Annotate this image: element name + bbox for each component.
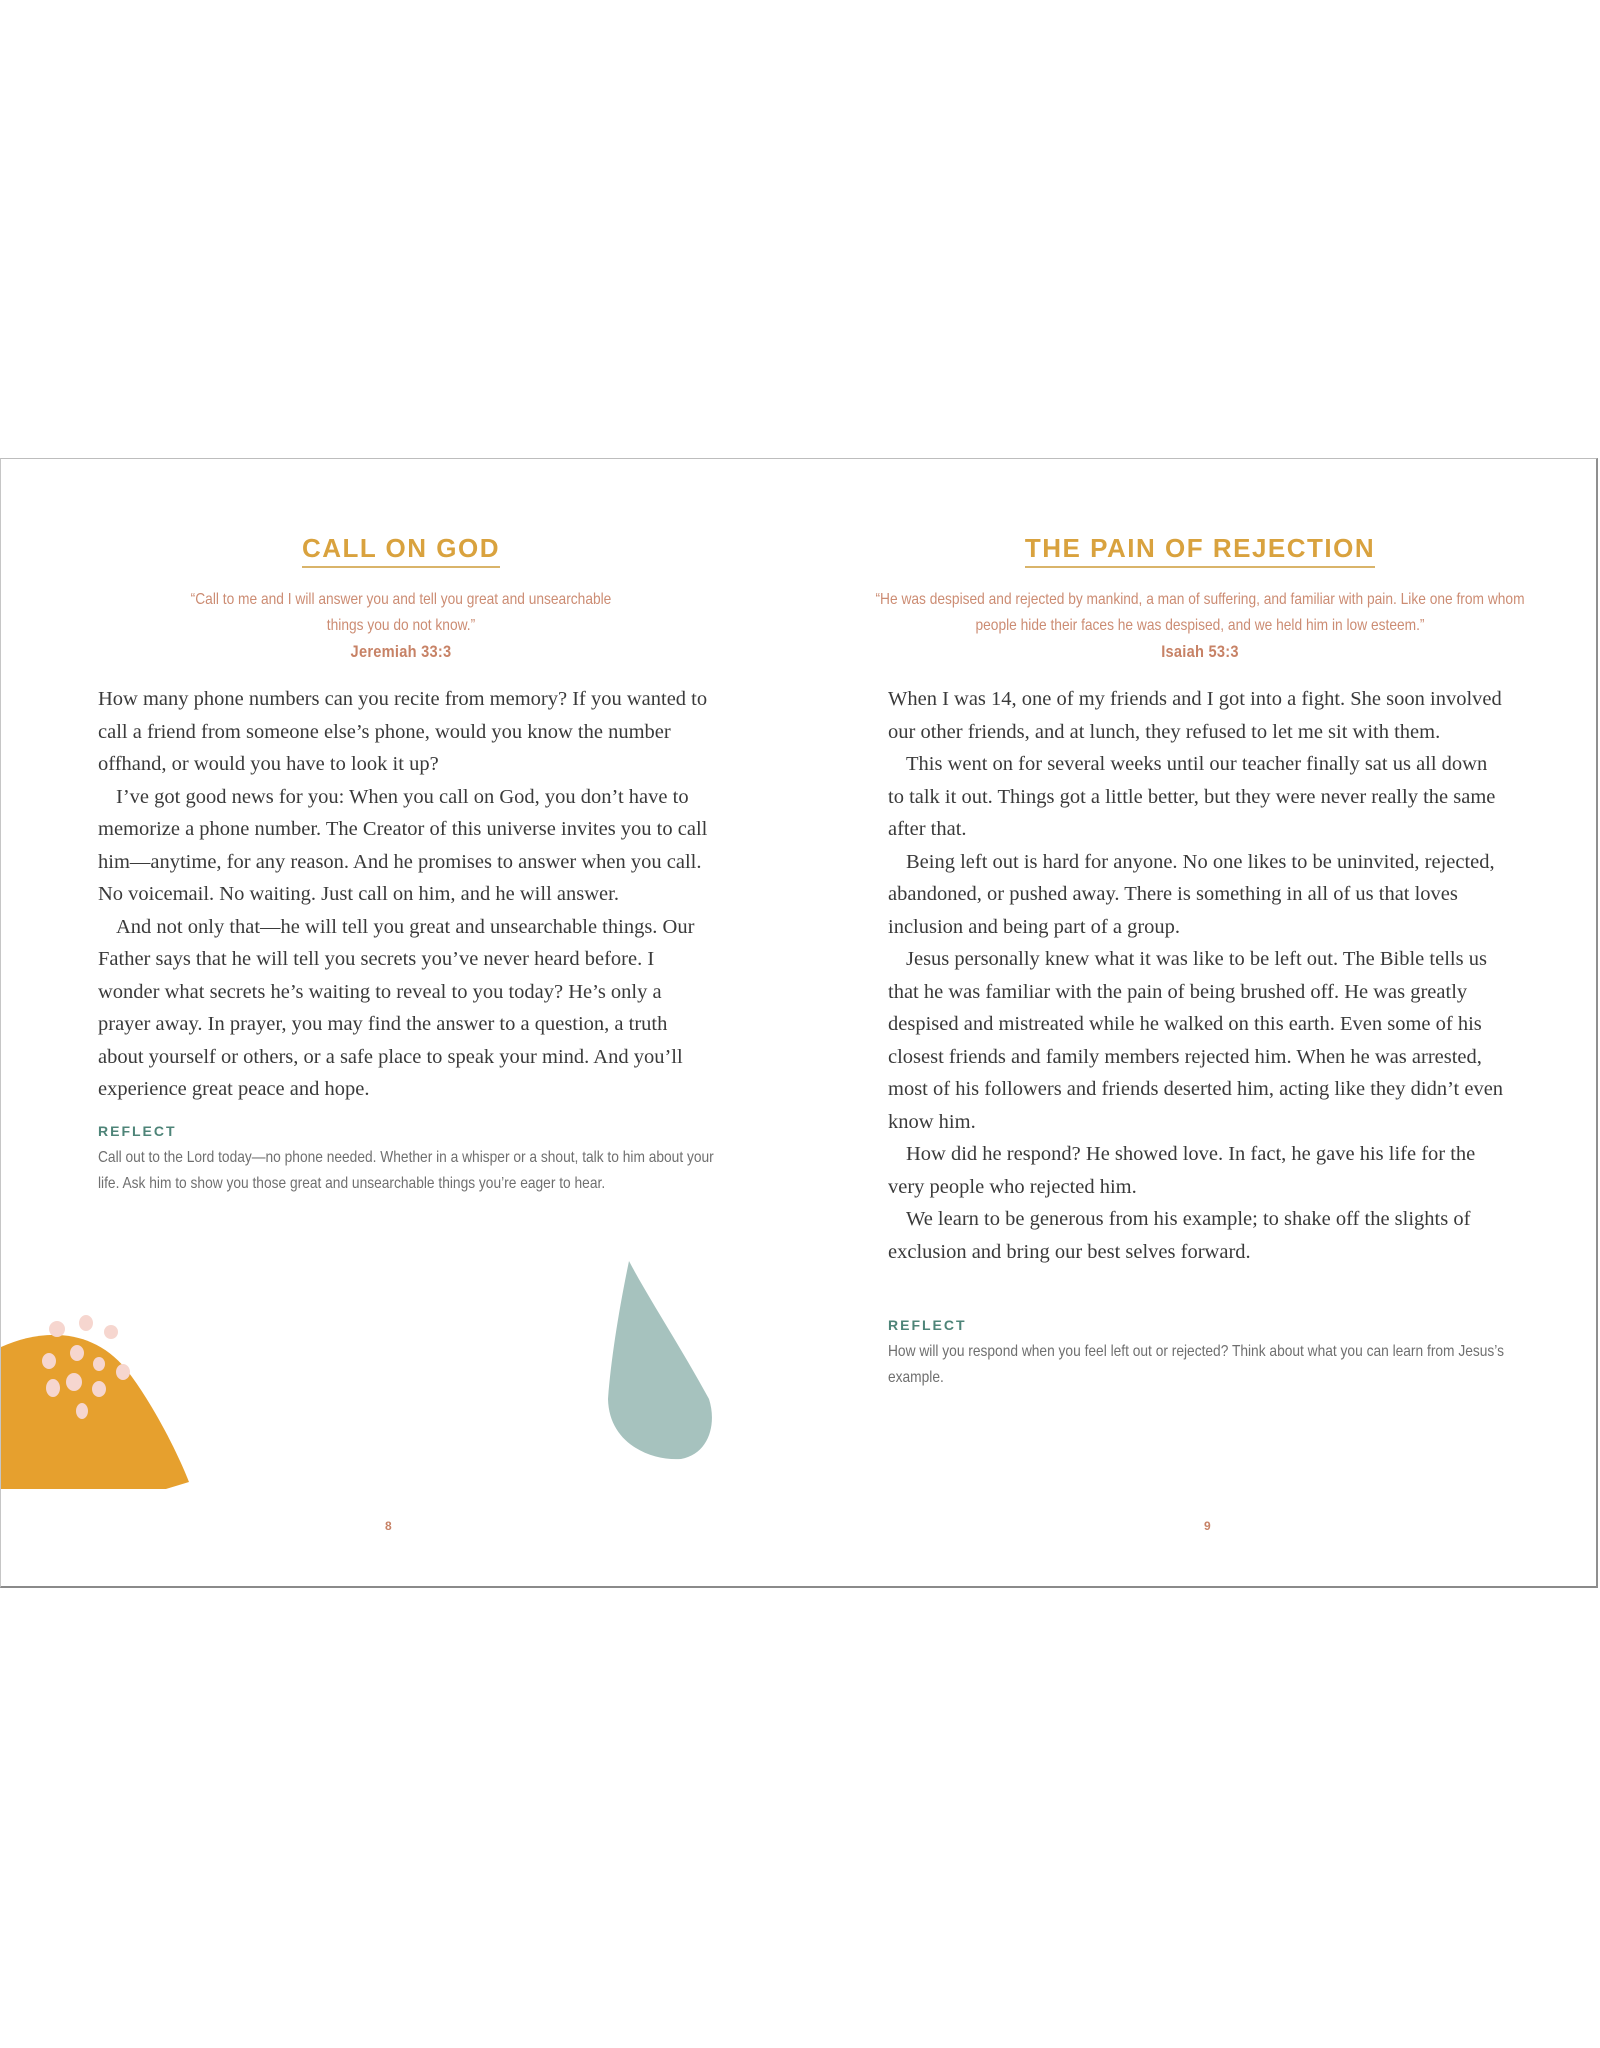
- reflect-text: Call out to the Lord today—no phone needed. Whether in a whisper or a shout, talk to him about your life. Ask him to show you those great and unsearchable things you’re eager to hear.: [98, 1149, 714, 1192]
- teal-teardrop-decoration: [601, 1249, 721, 1479]
- title-wrap: [801, 533, 1599, 568]
- verse-reference: Jeremiah 33:3: [350, 642, 452, 661]
- verse-quote: “Call to me and I will answer you and tell you great and unsearchable things you do not know.”: [190, 591, 612, 634]
- left-page: [1, 459, 801, 1586]
- reflect-section: [98, 1123, 718, 1197]
- body-text: [888, 683, 1508, 1268]
- right-page: [801, 459, 1599, 1586]
- page-title: CALL ON GOD: [302, 533, 500, 568]
- paragraph: And not only that—he will tell you great and unsearchable things. Our Father says that he will tell you secrets you’ve never heard before. I wonder what secrets he’s waiting to reveal to you today? He’s only a prayer away. In prayer, you may find the answer to a question, a truth about yourself or others, or a safe place to speak your mind. And you’ll experience great peace and hope.: [98, 915, 695, 1100]
- page-title: THE PAIN OF REJECTION: [1025, 533, 1375, 568]
- paragraph: How many phone numbers can you recite from memory? If you wanted to call a friend from someone else’s phone, would you know the number offhand, or would you have to look it up?: [98, 688, 708, 775]
- reflect-label: REFLECT: [98, 1123, 177, 1139]
- scripture-verse: [57, 587, 745, 665]
- paragraph: When I was 14, one of my friends and I got into a fight. She soon involved our other friends, and at lunch, they refused to let me sit with them.: [888, 688, 1502, 743]
- paragraph: How did he respond? He showed love. In fact, he gave his life for the very people who rejected him.: [888, 1143, 1476, 1198]
- title-wrap: [1, 533, 801, 568]
- body-text: [98, 683, 718, 1106]
- scripture-verse: [857, 587, 1543, 665]
- page-number: 8: [385, 1519, 392, 1533]
- book-spread: [0, 458, 1598, 1588]
- paragraph: Being left out is hard for anyone. No one likes to be uninvited, rejected, abandoned, or pushed away. There is something in all of us that loves inclusion and being part of a group.: [888, 850, 1495, 938]
- paragraph: This went on for several weeks until our teacher finally sat us all down to talk it out. Things got a little better, but they were never really the same after that.: [888, 753, 1496, 840]
- mustard-shape-decoration: [1, 1309, 201, 1489]
- paragraph: I’ve got good news for you: When you call on God, you don’t have to memorize a phone number. The Creator of this universe invites you to call him—anytime, for any reason. And he promises to answer when you call. No voicemail. No waiting. Just call on him, and he will answer.: [98, 785, 708, 905]
- reflect-text: How will you respond when you feel left out or rejected? Think about what you can learn from Jesus’s example.: [888, 1343, 1504, 1386]
- verse-reference: Isaiah 53:3: [1161, 642, 1239, 661]
- verse-quote: “He was despised and rejected by mankind, a man of suffering, and familiar with pain. Like one from whom people hide their faces he was despised, and we held him in low esteem.”: [875, 591, 1525, 634]
- reflect-section: [888, 1317, 1508, 1391]
- reflect-label: REFLECT: [888, 1317, 967, 1333]
- paragraph: Jesus personally knew what it was like to be left out. The Bible tells us that he was familiar with the pain of being brushed off. He was greatly despised and mistreated while he walked on this earth. Even some of his closest friends and family members rejected him. When he was arrested, most of his followers and friends deserted him, acting like they didn’t even know him.: [888, 948, 1504, 1133]
- paragraph: We learn to be generous from his example; to shake off the slights of exclusion and bring our best selves forward.: [888, 1208, 1471, 1263]
- page-number: 9: [1204, 1519, 1211, 1533]
